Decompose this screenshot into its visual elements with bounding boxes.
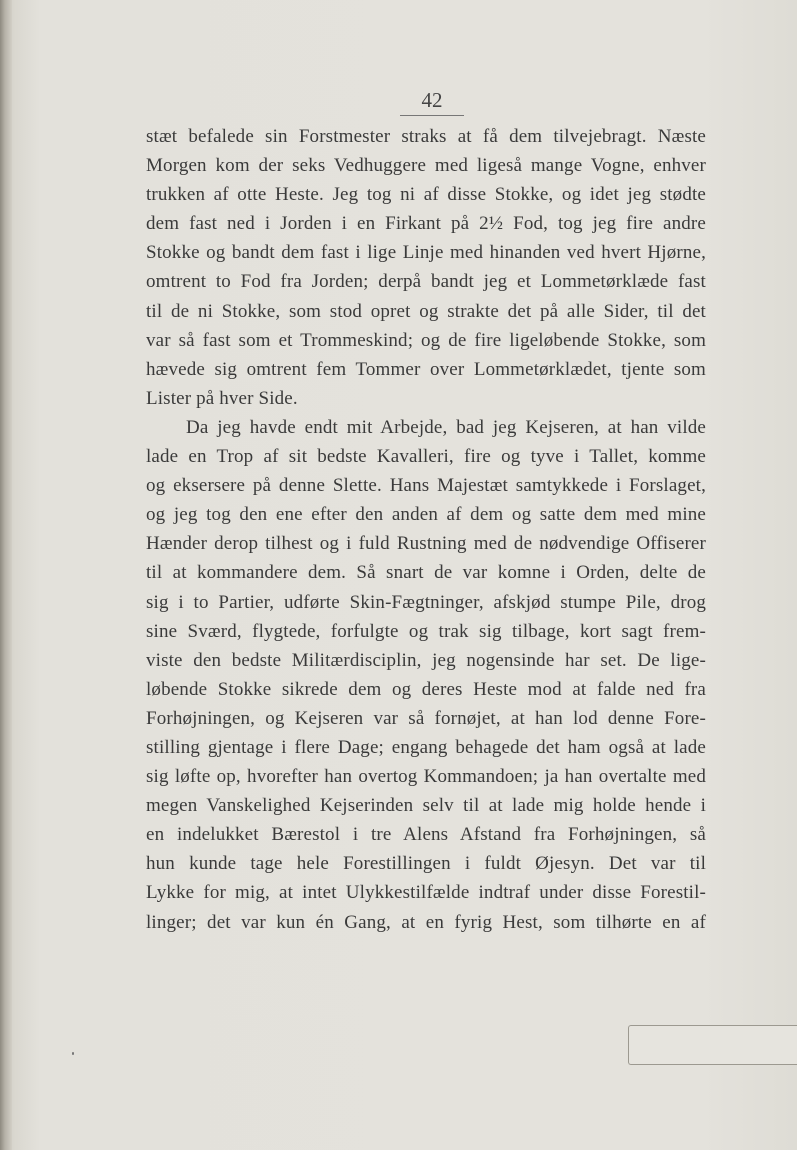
- paper-speck: [72, 1052, 74, 1055]
- text-line: sine Sværd, flygtede, forfulgte og trak sig tilbage, kort sagt frem-: [146, 620, 706, 642]
- text-line: Hænder derop tilhest og i fuld Rustning med de nødvendige Offiserer: [146, 533, 706, 555]
- text-line: en indelukket Bærestol i tre Alens Afstand fra Forhøjningen, så: [146, 824, 706, 846]
- text-line: stilling gjentage i flere Dage; engang behagede det ham også at lade: [146, 736, 706, 758]
- text-line: linger; det var kun én Gang, at en fyrig Hest, som tilhørte en af: [146, 911, 706, 933]
- text-line: hun kunde tage hele Forestillingen i fuldt Øjesyn. Det var til: [146, 853, 706, 875]
- text-line: hævede sig omtrent fem Tommer over Lommetørklædet, tjente som: [146, 358, 706, 380]
- text-line: megen Vanskelighed Kejserinden selv til at lade mig holde hende i: [146, 795, 706, 817]
- text-line: dem fast ned i Jorden i en Firkant på 2½ Fod, tog jeg fire andre: [146, 213, 706, 235]
- binding-edge: [0, 0, 12, 1150]
- text-line: til de ni Stokke, som stod opret og strakte det på alle Sider, til det: [146, 300, 706, 322]
- text-line: lade en Trop af sit bedste Kavalleri, fire og tyve i Tallet, komme: [146, 446, 706, 468]
- text-line: og eksersere på denne Slette. Hans Majestæt samtykkede i Forslaget,: [146, 475, 706, 497]
- paper-slip-mark: [628, 1025, 797, 1065]
- paragraph-start-line: Da jeg havde endt mit Arbejde, bad jeg Kejseren, at han vilde: [186, 416, 706, 438]
- text-line: Morgen kom der seks Vedhuggere med ligeså mange Vogne, enhver: [146, 155, 706, 177]
- text-line: Lykke for mig, at intet Ulykkestilfælde indtraf under disse Forestil-: [146, 882, 706, 904]
- text-line: til at kommandere dem. Så snart de var komne i Orden, delte de: [146, 562, 706, 584]
- text-line: omtrent to Fod fra Jorden; derpå bandt jeg et Lommetørklæde fast: [146, 271, 706, 293]
- text-line: sig i to Partier, udførte Skin-Fægtninger, afskjød stumpe Pile, drog: [146, 591, 706, 613]
- text-line: Stokke og bandt dem fast i lige Linje med hinanden ved hvert Hjørne,: [146, 242, 706, 264]
- page-number: 42: [400, 88, 464, 116]
- text-line: viste den bedste Militærdisciplin, jeg nogensinde har set. De lige-: [146, 649, 706, 671]
- body-text: [146, 122, 706, 937]
- text-line: sig løfte op, hvorefter han overtog Kommandoen; ja han overtalte med: [146, 766, 706, 788]
- text-line: og jeg tog den ene efter den anden af dem og satte dem med mine: [146, 504, 706, 526]
- text-line: var så fast som et Trommeskind; og de fire ligeløbende Stokke, som: [146, 329, 706, 351]
- text-line: stæt befalede sin Forstmester straks at få dem tilvejebragt. Næste: [146, 126, 706, 147]
- text-line: løbende Stokke sikrede dem og deres Heste mod at falde ned fra: [146, 678, 706, 700]
- text-line: trukken af otte Heste. Jeg tog ni af disse Stokke, og idet jeg stødte: [146, 184, 706, 206]
- text-line: Forhøjningen, og Kejseren var så fornøjet, at han lod denne Fore-: [146, 707, 706, 729]
- text-line: Lister på hver Side.: [146, 387, 298, 409]
